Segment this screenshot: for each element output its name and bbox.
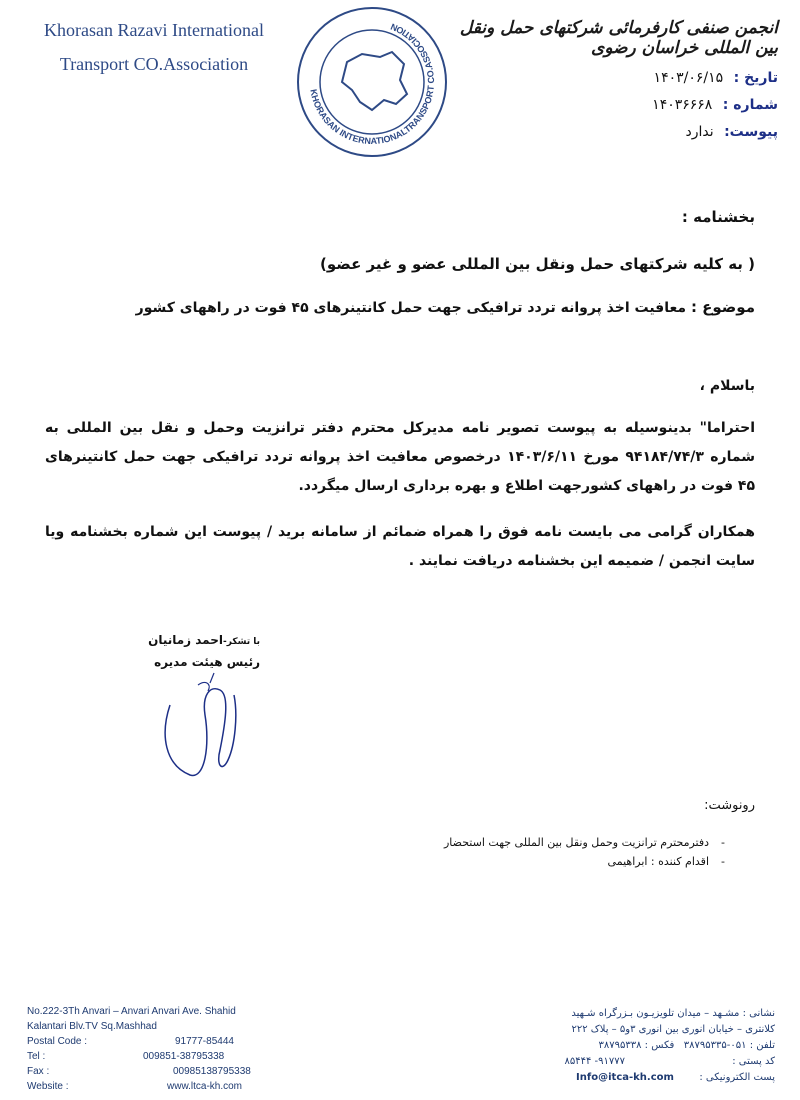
cc-item: -دفترمحترم ترانزیت وحمل ونقل بین المللی جهت استحضار (444, 836, 725, 849)
logo-ring-text: KHORASAN INTERNATIONALTRANSPORT CO.ASSOCIATION (308, 21, 437, 147)
footer-fa-postal: ۹۱۷۷۷- ۸۵۴۴۴ (564, 1056, 625, 1067)
greeting: باسلام ، (699, 378, 755, 394)
body-paragraph-1: احتراما" بدینوسیله به پیوست تصویر نامه مدیرکل محترم دفتر ترانزیت وحمل و نقل بین المللی به شماره ۹۴۱۸۴/۷۴/۳ مورخ ۱۴۰۳/۶/۱۱ درخصوص معافیت اخذ پروانه تردد ترافیکی جهت حمل کانتینرهای ۴۵ فوت در راههای کشورجهت اطلاع و بهره برداری ارسال میگردد. (45, 420, 756, 494)
body-paragraph-2: همکاران گرامی می بایست نامه فوق را همراه ضمائم از سامانه برید / پیوست این شماره بخشنامه ویا سایت انجمن / ضمیمه این بخشنامه دریافت نمایند . (45, 524, 755, 569)
org-name-en-line2: Transport CO.Association (59, 54, 249, 74)
footer-fax: 00985138795338 (173, 1066, 251, 1077)
association-logo (292, 2, 452, 162)
footer-fa-tel: ۰۵۱-۳۸۷۹۵۳۳۵ (683, 1040, 747, 1051)
circular-heading: بخشنامه : (681, 208, 755, 226)
signature-prefix: با تشکر- (223, 637, 260, 647)
footer-email-link[interactable]: Info@itca-kh.com (576, 1072, 674, 1083)
cc-item: -اقدام کننده : ابراهیمی (607, 855, 725, 868)
footer-tel: 009851-38795338 (143, 1051, 225, 1062)
map-shape-icon (342, 52, 407, 110)
cc-title: رونوشت: (704, 798, 755, 813)
date-value: ۱۴۰۳/۰۶/۱۵ (653, 70, 724, 86)
number-row (608, 97, 778, 113)
footer-contact-en: No.222-3Th Anvari – Anvari Anvari Ave. Shahid Kalantari Blv.TV Sq.Mashhad Postal Code : 91777-85444 Tel : 009851-38795338 Fax : 00985138795338 Website : www.ltca-kh.com (27, 1006, 251, 1092)
footer-postal-code: 91777-85444 (175, 1036, 234, 1047)
subject-line (136, 298, 755, 316)
footer-website-link[interactable]: www.ltca-kh.com (167, 1081, 243, 1092)
number-label: شماره : (722, 97, 778, 113)
subject-text: معافیت اخذ پروانه تردد ترافیکی جهت حمل کانتینرهای ۴۵ فوت در راههای کشور (135, 300, 687, 316)
footer-contact-fa: نشانی : مشـهد – میدان تلویزیـون بـزرگراه شـهید کلانتری – خیابان انوری بین انوری ۳و۵ – پلاک ۲۲۲ تلفن : ۰۵۱-۳۸۷۹۵۳۳۵ فکس : ۳۸۷۹۵۳۳۸ کد پستی : ۹۱۷۷۷- ۸۵۴۴۴ پست الکترونیکی : Info@itca-kh.com (564, 1008, 775, 1083)
footer-fa-address-line1: مشـهد – میدان تلویزیـون بـزرگراه شـهید (571, 1008, 740, 1019)
footer-address-line2: Kalantari Blv.TV Sq.Mashhad (27, 1021, 157, 1032)
signatory-title: رئیس هیئت مدیره (154, 655, 260, 669)
signatory-name: احمد زمانیان (148, 633, 223, 647)
attachment-row (608, 124, 778, 140)
svg-text:KHORASAN INTERNATIONALTRANSPOR (308, 21, 436, 146)
org-name-en-line1: Khorasan Razavi International (44, 20, 264, 40)
date-row (608, 70, 778, 86)
attachment-value: ندارد (685, 124, 714, 140)
org-name-fa: انجمن صنفی کارفرمائی شرکتهای حمل ونقل بین المللی خراسان رضوی (459, 18, 778, 58)
footer-fa-fax: ۳۸۷۹۵۳۳۸ (598, 1040, 642, 1051)
subject-label: موضوع : (690, 298, 755, 316)
footer-fa-address-line2: کلانتری – خیابان انوری بین انوری ۳و۵ – پلاک ۲۲۲ (571, 1024, 775, 1035)
date-label: تاریخ : (733, 70, 778, 86)
number-value: ۱۴۰۳۶۶۶۸ (652, 97, 713, 113)
handwritten-signature (150, 655, 260, 785)
recipients-line: ( به کلیه شرکتهای حمل ونقل بین المللی عضو و غیر عضو) (320, 255, 755, 273)
attachment-label: پیوست: (724, 124, 778, 140)
footer-address-line1: No.222-3Th Anvari – Anvari Anvari Ave. Shahid (27, 1006, 236, 1017)
